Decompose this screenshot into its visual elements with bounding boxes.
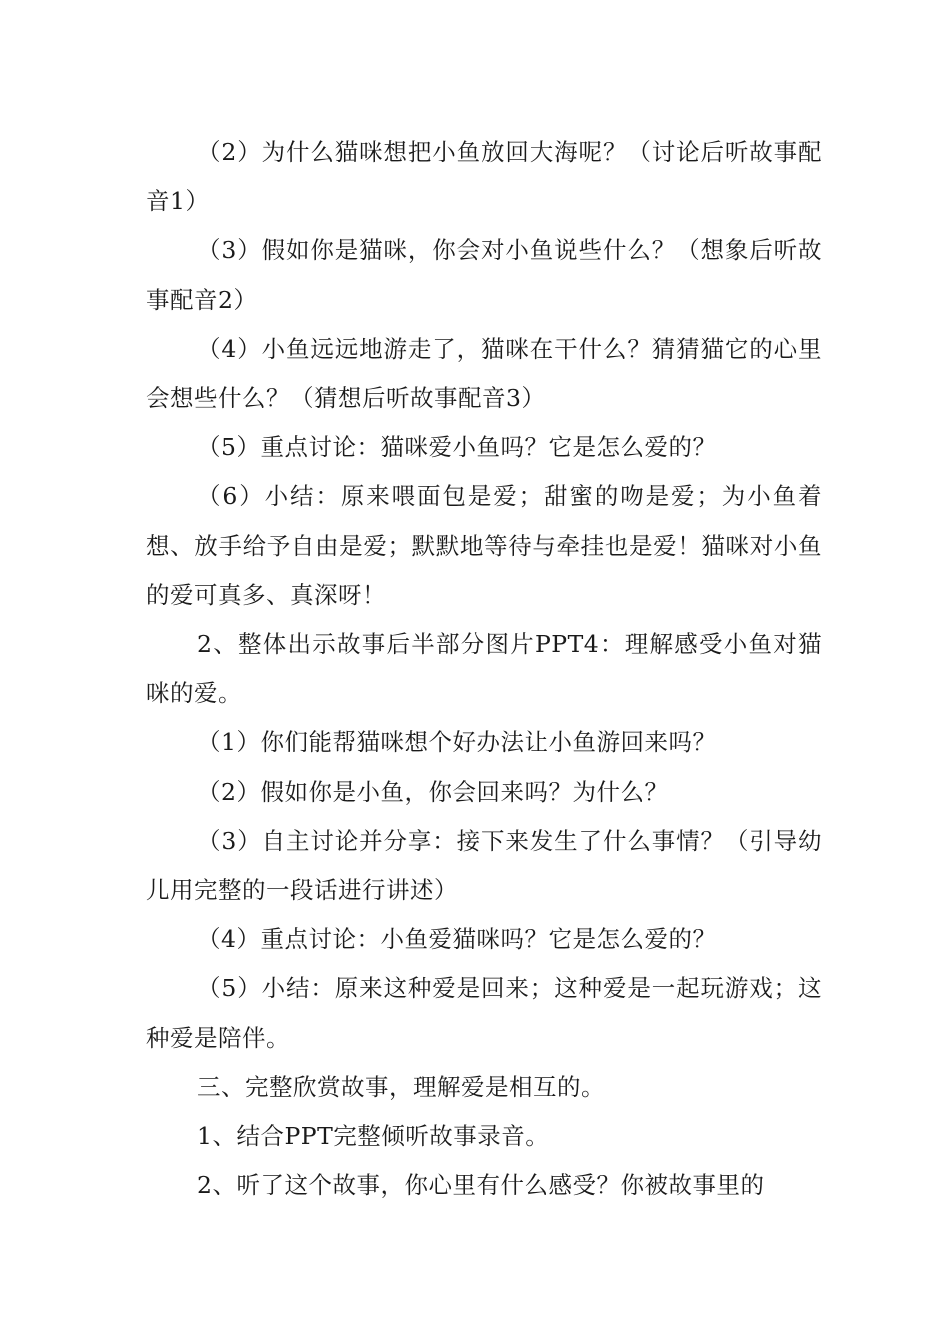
paragraph-summary-fish-love: （5）小结：原来这种爱是回来；这种爱是一起玩游戏；这种爱是陪伴。 — [146, 974, 822, 1052]
paragraph-discussion-cat-love: （5）重点讨论：猫咪爱小鱼吗？它是怎么爱的？ — [197, 433, 717, 462]
paragraph-fish-swims-away: （4）小鱼远远地游走了，猫咪在干什么？猜猜猫它的心里会想些什么？（猜想后听故事配音3） — [146, 334, 822, 413]
paragraph-listen-recording: 1、结合PPT完整倾听故事录音。 — [197, 1122, 550, 1151]
document-body — [146, 128, 822, 1210]
paragraph-feelings-question: 2、听了这个故事，你心里有什么感受？你被故事里的 — [197, 1171, 765, 1200]
paragraph-section-3: 三、完整欣赏故事，理解爱是相互的。 — [197, 1072, 605, 1101]
paragraph-discussion-fish-love: （4）重点讨论：小鱼爱猫咪吗？它是怎么爱的？ — [197, 925, 717, 954]
paragraph-help-idea: （1）你们能帮猫咪想个好办法让小鱼游回来吗？ — [197, 728, 717, 757]
paragraph-section-2: 2、整体出示故事后半部分图片PPT4：理解感受小鱼对猫咪的爱。 — [146, 630, 822, 708]
paragraph-imagine-cat: （3）假如你是猫咪，你会对小鱼说些什么？（想象后听故事配音2） — [146, 236, 822, 314]
paragraph-imagine-fish: （2）假如你是小鱼，你会回来吗？为什么？ — [197, 777, 669, 806]
paragraph-free-discussion: （3）自主讨论并分享：接下来发生了什么事情？（引导幼儿用完整的一段话进行讲述） — [146, 826, 822, 905]
paragraph-summary-cat-love: （6）小结：原来喂面包是爱；甜蜜的吻是爱；为小鱼着想、放手给予自由是爱；默默地等待与牵挂也是爱！猫咪对小鱼的爱可真多、真深呀！ — [146, 482, 822, 609]
paragraph-discuss-release: （2）为什么猫咪想把小鱼放回大海呢？（讨论后听故事配音1） — [146, 138, 822, 216]
